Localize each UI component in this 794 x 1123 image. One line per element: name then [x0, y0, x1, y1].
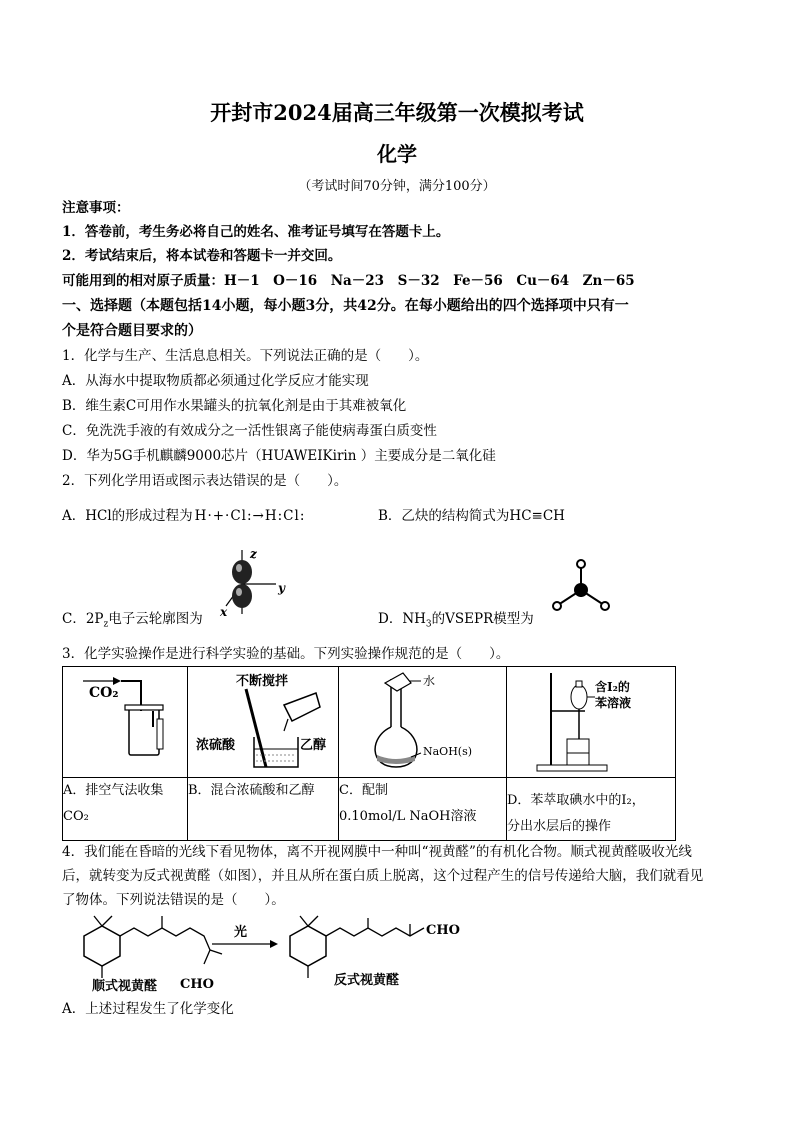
svg-text:不断搅拌: 不断搅拌	[236, 674, 289, 689]
section-heading-line1: 一、选择题（本题包括14小题，每小题3分，共42分。在每小题给出的四个选择项中只有一	[62, 298, 629, 314]
vsepr-model-figure	[546, 555, 616, 619]
q3-figure-d	[507, 667, 676, 778]
q1-option-d: D．华为5G手机麒麟9000芯片（HUAWEIKirin ）主要成分是二氧化硅	[62, 448, 496, 464]
q1-option-c: C．免洗洗手液的有效成分之一活性银离子能使病毒蛋白质变性	[62, 423, 437, 439]
svg-text:浓硫酸: 浓硫酸	[196, 738, 236, 753]
exam-info: （考试时间70分钟，满分100分）	[298, 179, 496, 194]
section-heading-line2: 个是符合题目要求的）	[62, 323, 202, 339]
svg-text:CO₂: CO₂	[89, 685, 119, 701]
q2-option-b: B．乙炔的结构简式为HC≡CH	[378, 508, 565, 524]
q2-option-c: C．$2P_z$电子云轮廓图为	[62, 611, 203, 630]
note-1: 1．答卷前，考生务必将自己的姓名、准考证号填写在答题卡上。	[62, 224, 450, 240]
q4-option-a: A．上述过程发生了化学变化	[62, 1001, 234, 1017]
q4-stem-line3: 了物体。下列说法错误的是（ ）。	[62, 892, 285, 908]
q3-option-d: D．苯萃取碘水中的I₂， 分出水层后的操作	[507, 778, 676, 841]
axis-x-label: x	[220, 605, 228, 619]
subject-title: 化学	[377, 142, 417, 166]
q3-option-c: C．配制 0.10mol/L NaOH溶液	[339, 778, 507, 841]
q4-stem-line1: 4．我们能在昏暗的光线下看见物体，离不开视网膜中一种叫“视黄醛”的有机化合物。顺式视黄醛吸收光线	[62, 844, 692, 860]
light-label: 光	[234, 925, 248, 940]
q1-option-b: B．维生素C可用作水果罐头的抗氧化剂是由于其难被氧化	[62, 398, 407, 414]
svg-text:乙醇: 乙醇	[300, 738, 327, 753]
svg-text:苯溶液: 苯溶液	[595, 696, 632, 710]
q2-option-d: D．$NH_3$的VSEPR模型为	[378, 611, 534, 630]
q4-stem-line2: 后，就转变为反式视黄醛（如图），并且从所在蛋白质上脱离，这个过程产生的信号传递给大脑，我们就看见	[62, 868, 704, 884]
cis-cho-label: CHO	[180, 977, 214, 992]
q3-figure-a	[63, 667, 188, 778]
axis-y-label: y	[278, 581, 285, 595]
q3-options-table	[62, 666, 676, 841]
q2-option-a: A．HCl的形成过程为 H·+·Cl:→H:Cl:	[62, 508, 306, 524]
q1-option-a: A．从海水中提取物质都必须通过化学反应才能实现	[62, 373, 369, 389]
axis-z-label: z	[250, 548, 257, 561]
q3-figure-b	[188, 667, 339, 778]
p-orbital-figure	[212, 548, 292, 620]
svg-text:水: 水	[423, 674, 436, 688]
trans-name: 反式视黄醛	[334, 973, 400, 988]
q1-stem: 1．化学与生产、生活息息相关。下列说法正确的是（ ）。	[62, 348, 429, 364]
atomic-masses: 可能用到的相对原子质量：H－1 O－16 Na－23 S－32 Fe－56 Cu－64 Zn－65	[62, 273, 635, 289]
q3-option-b: B．混合浓硫酸和乙醇	[188, 778, 339, 841]
retinal-isomerization-figure	[62, 914, 482, 994]
q2-stem: 2．下列化学用语或图示表达错误的是（ ）。	[62, 473, 348, 489]
svg-text:含I₂的: 含I₂的	[595, 680, 630, 694]
q3-figure-c	[339, 667, 507, 778]
q3-option-a: A．排空气法收集 CO₂	[63, 778, 188, 841]
notes-heading: 注意事项：	[62, 200, 130, 216]
cis-name: 顺式视黄醛	[92, 979, 158, 994]
q3-stem: 3．化学实验操作是进行科学实验的基础。下列实验操作规范的是（ ）。	[62, 646, 510, 662]
trans-cho-label: CHO	[426, 923, 460, 938]
svg-text:NaOH(s): NaOH(s)	[423, 745, 473, 758]
note-2: 2．考试结束后，将本试卷和答题卡一并交回。	[62, 248, 342, 264]
exam-title: 开封市2024届高三年级第一次模拟考试	[210, 100, 584, 125]
